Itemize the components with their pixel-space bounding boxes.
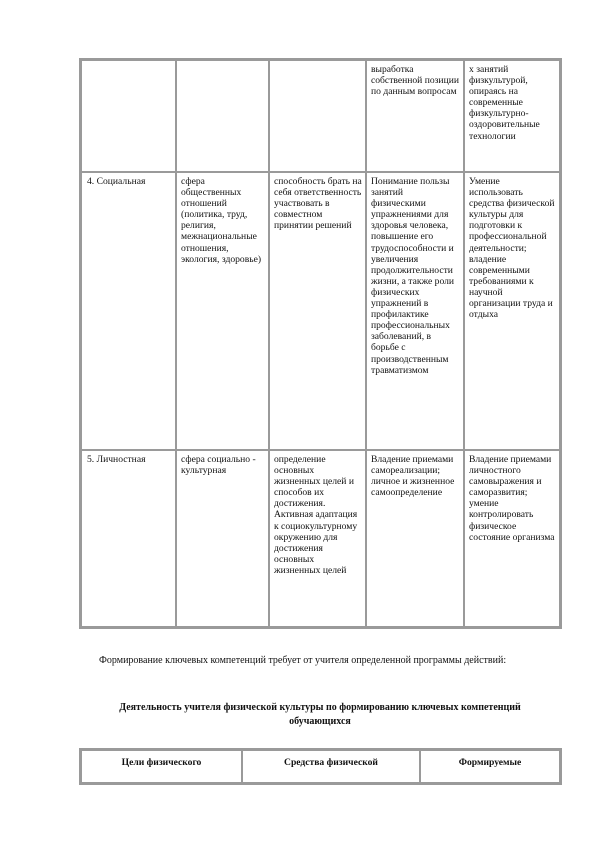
table-cell: сфера социально - культурная <box>176 450 269 627</box>
table-cell: х занятий физкультурой, опираясь на современные физкультурно-оздоровительные технологии <box>464 60 560 172</box>
table-header-cell: Формируемые <box>420 750 560 783</box>
table-row <box>81 60 560 172</box>
table-cell <box>269 60 366 172</box>
section-heading: Деятельность учителя физической культуры по формированию ключевых компетенций обучающихся <box>119 702 521 727</box>
table-row <box>81 172 560 450</box>
table-row <box>81 450 560 627</box>
table-cell: Умение использовать средства физической культуры для подготовки к профессиональной деятельности; владение современными требованиями к научной организации труда и отдыха <box>464 172 560 450</box>
table-header-cell: Цели физического <box>81 750 242 783</box>
competency-table <box>79 58 562 629</box>
table-cell: способность брать на себя ответственность участвовать в совместном принятии решений <box>269 172 366 450</box>
table-cell: выработка собственной позиции по данным вопросам <box>366 60 464 172</box>
table-cell <box>81 60 176 172</box>
table-cell <box>176 60 269 172</box>
activity-table <box>79 748 562 785</box>
table-cell: Понимание пользы занятий физическими упражнениями для здоровья человека, повышение его трудоспособности и увеличения продолжительности жизни, а также роли физических упражнений в профилактике профессиональных заболеваний, в борьбе с производственным травматизмом <box>366 172 464 450</box>
body-paragraph: Формирование ключевых компетенций требует от учителя определенной программы действий: <box>99 655 507 666</box>
table-cell: Владение приемами личностного самовыражения и саморазвития; умение контролировать физическое состояние организма <box>464 450 560 627</box>
competency-name-cell: 4. Социальная <box>81 172 176 450</box>
table-cell: определение основных жизненных целей и способов их достижения. Активная адаптация к социокультурному окружению для достижения основных жизненных целей <box>269 450 366 627</box>
table-header-cell: Средства физической <box>242 750 420 783</box>
table-cell: Владение приемами самореализации; личное и жизненное самоопределение <box>366 450 464 627</box>
table-header-row <box>81 750 560 783</box>
table-cell: сфера общественных отношений (политика, труд, религия, межнациональные отношения, экология, здоровье) <box>176 172 269 450</box>
competency-name-cell: 5. Личностная <box>81 450 176 627</box>
